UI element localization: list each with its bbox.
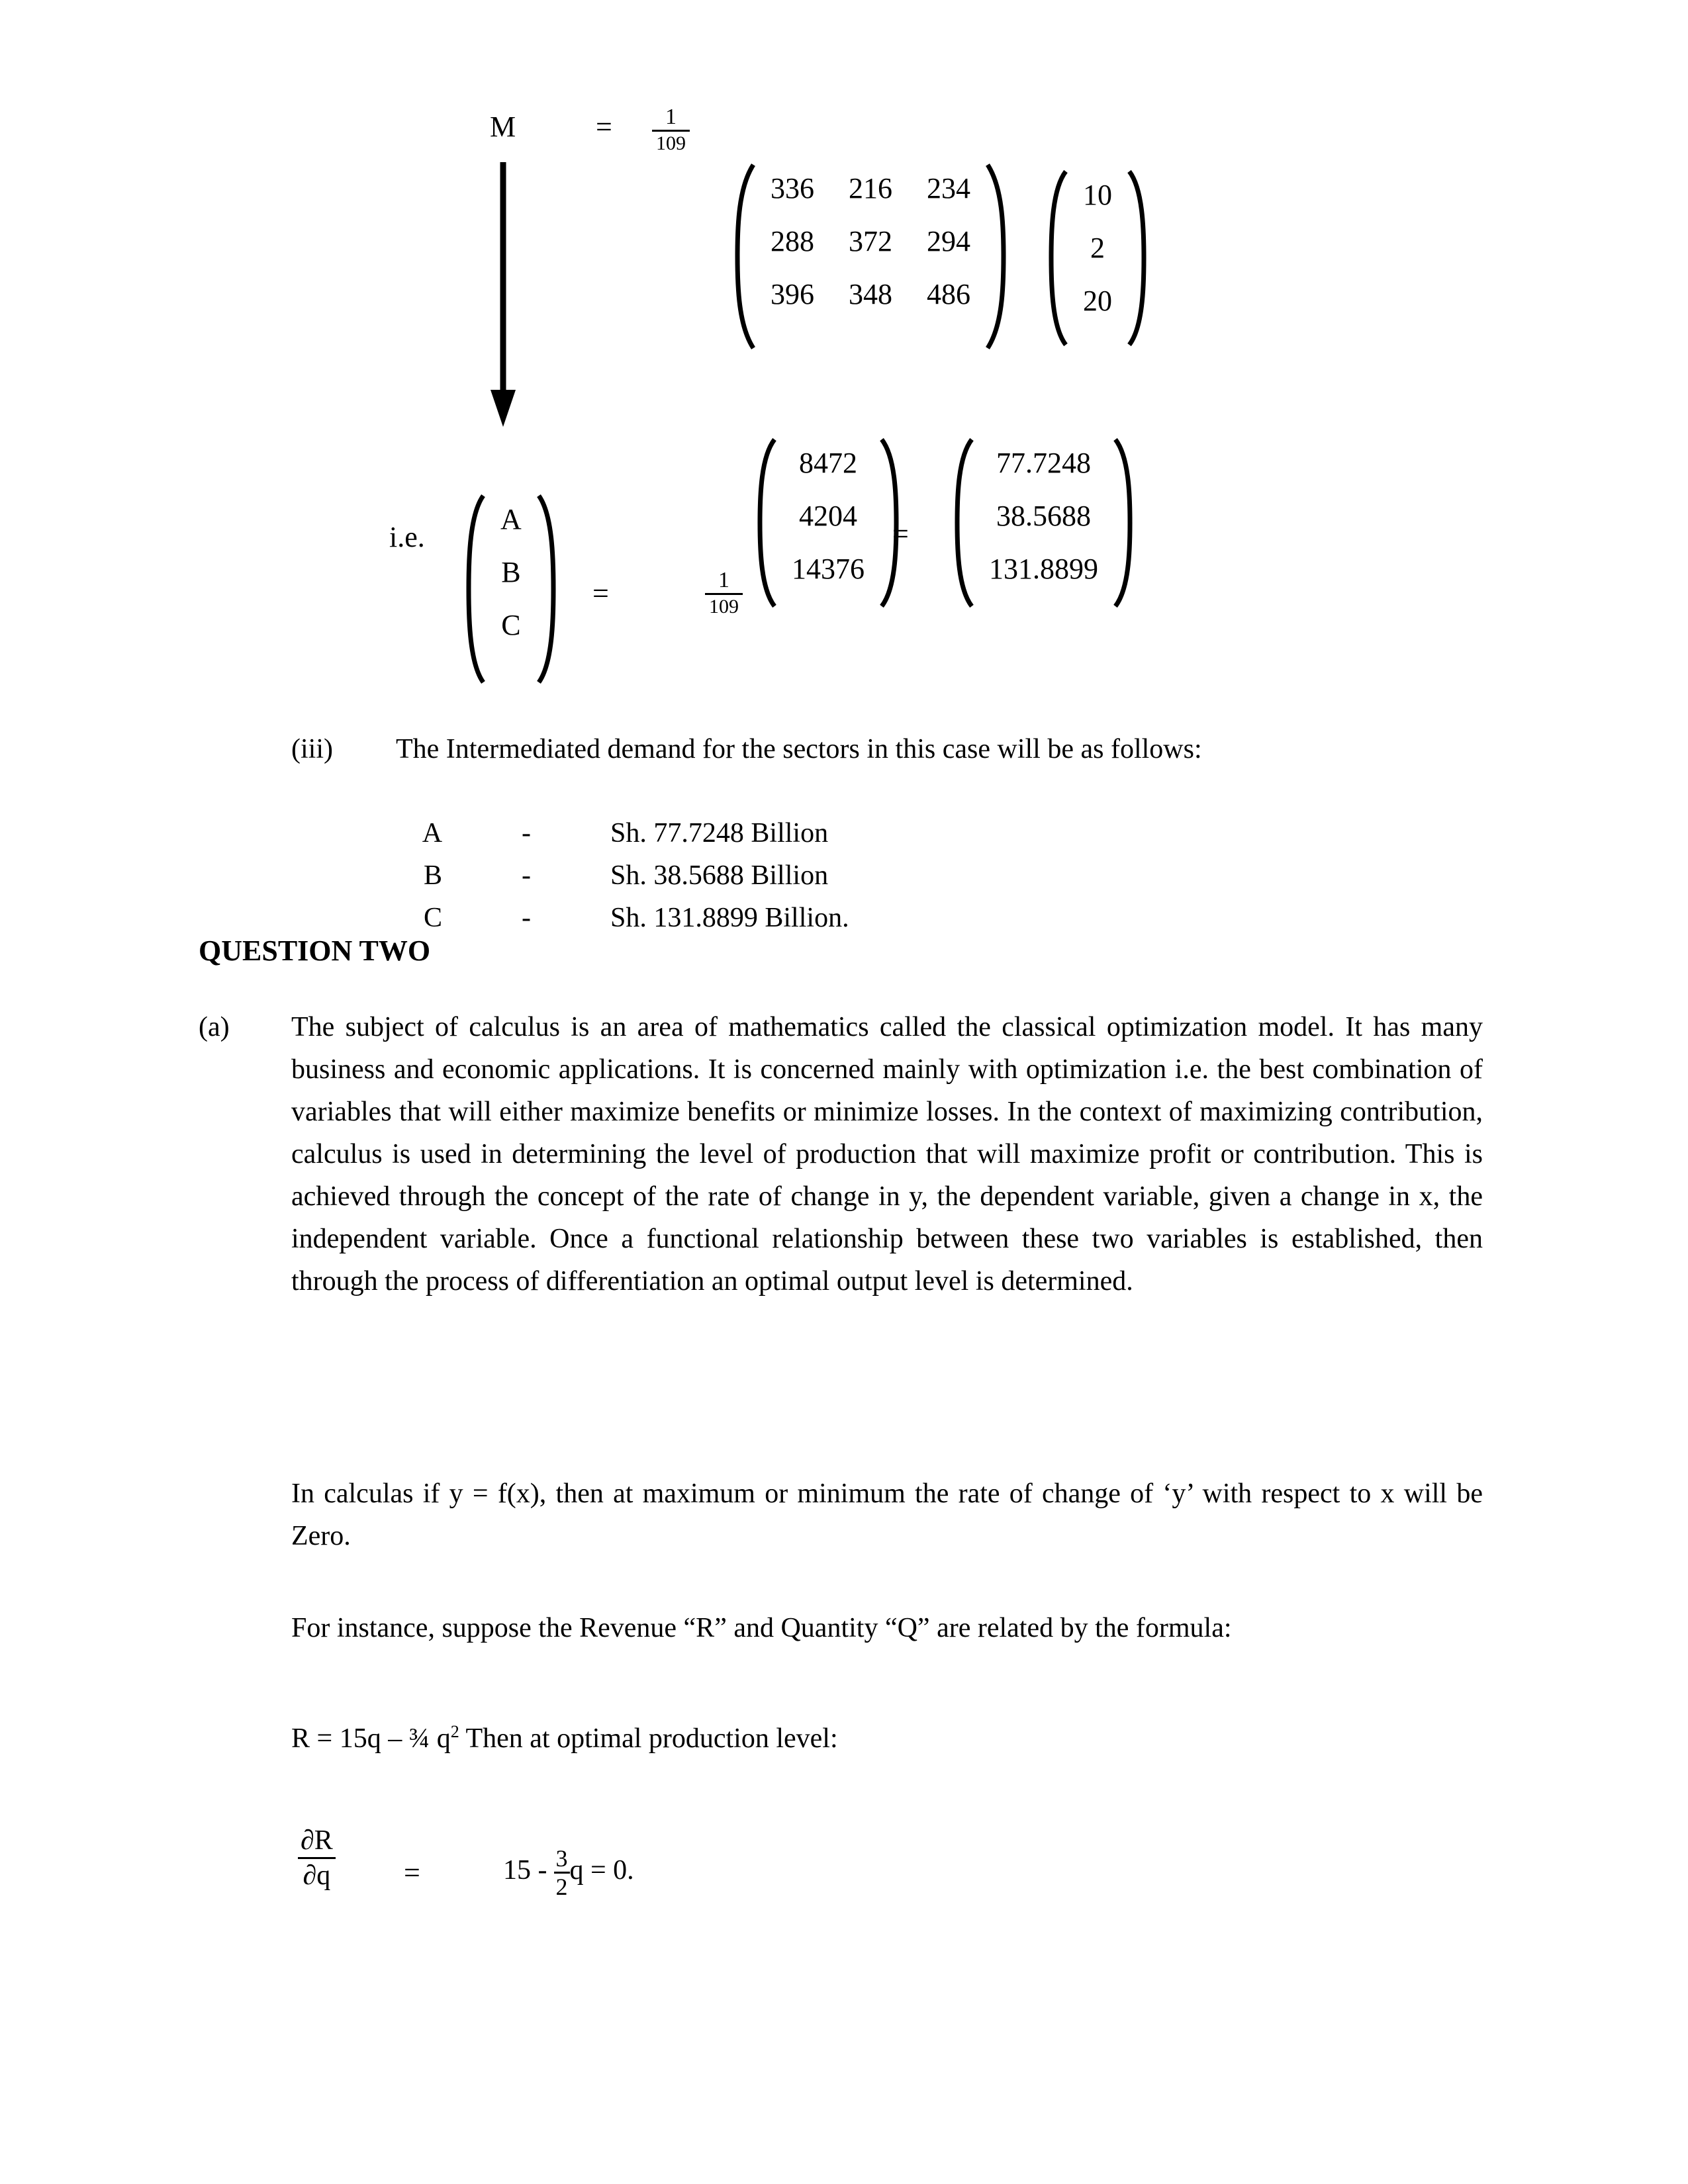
- matrix-cell: 348: [849, 278, 892, 310]
- vector-cell: C: [501, 609, 521, 641]
- coefficient-one-over-109: [652, 106, 690, 154]
- sector-row-c: [396, 854, 849, 981]
- matrix-3x3: [733, 162, 1008, 351]
- matrix-row: [753, 215, 988, 268]
- sector-letter: C: [424, 903, 443, 933]
- question-two-paragraph-1: The subject of calculus is an area of mathematics called the classical optimization model. It has many business and economic applications. It is concerned mainly with optimization i.e. the best combination of variables that will either maximize benefits or minimize losses. In the context of maximizing contribution, calculus is used in determining the level of production that will maximize profit or contribution. This is achieved through the concept of the rate of change in y, the dependent variable, given a change in x, the independent variable. Once a functional relationship between these two variables is established, then through the process of differentiation an optimal output level is determined.: [291, 1012, 1483, 1297]
- vector-row: [972, 437, 1115, 490]
- vector-abc: [463, 493, 559, 685]
- derivative-rhs-lead: 15 -: [503, 1855, 547, 1886]
- vector-cell: 8472: [799, 447, 857, 479]
- matrix-left-paren: [733, 162, 756, 351]
- ie-label: i.e.: [389, 521, 425, 553]
- sector-dash: -: [522, 860, 532, 891]
- vector-left-paren: [1046, 169, 1068, 347]
- vector-row: [774, 490, 882, 543]
- sector-value: Sh. 77.7248 Billion: [610, 818, 829, 848]
- matrix-cell: 372: [849, 225, 892, 257]
- sector-dash: -: [522, 818, 532, 848]
- vector-results-table: [972, 437, 1115, 596]
- vector-abc-table: [483, 493, 539, 652]
- vector-cell: 38.5688: [996, 500, 1091, 532]
- vector-row: [1066, 169, 1129, 222]
- vector-cell: 2: [1090, 232, 1105, 264]
- derivative-rhs-tail: q = 0.: [569, 1855, 634, 1886]
- vector-results-right-paren: [1113, 437, 1135, 609]
- derivative-numerator: ∂R: [301, 1825, 333, 1856]
- down-arrow-icon: [490, 162, 516, 427]
- vector-abc-right-paren: [536, 493, 559, 685]
- vector-final-demand: [1046, 169, 1149, 347]
- vector-abc-left-paren: [463, 493, 486, 685]
- sector-letter: A: [422, 818, 443, 848]
- matrix-cell: 294: [927, 225, 970, 257]
- equation-products-equals: =: [892, 518, 909, 550]
- vector-row: [483, 546, 539, 599]
- equation-m-equals: =: [596, 111, 612, 143]
- question-two-paragraph-3: For instance, suppose the Revenue “R” and Quantity “Q” are related by the formula:: [291, 1613, 1232, 1643]
- list-marker-a: (a): [199, 1012, 230, 1042]
- sector-dash: -: [522, 903, 532, 933]
- vector-row: [483, 493, 539, 546]
- vector-row: [1066, 222, 1129, 275]
- matrix-cell: 234: [927, 172, 970, 205]
- matrix-cell: 336: [771, 172, 814, 205]
- matrix-row: [753, 268, 988, 321]
- vector-row: [774, 543, 882, 596]
- matrix-cell: 486: [927, 278, 970, 310]
- vector-final-demand-table: [1066, 169, 1129, 328]
- vector-row: [774, 437, 882, 490]
- intermediated-demand-intro: The Intermediated demand for the sectors in this case will be as follows:: [396, 734, 1202, 764]
- vector-products-left-paren: [755, 437, 777, 609]
- vector-cell: 4204: [799, 500, 857, 532]
- derivative-rhs-frac-numerator: 3: [555, 1845, 568, 1872]
- vector-row: [972, 490, 1115, 543]
- vector-cell: A: [500, 503, 522, 535]
- matrix-3x3-table: [753, 162, 988, 321]
- revenue-formula-suffix: Then at optimal production level:: [459, 1723, 838, 1754]
- matrix-row: [753, 162, 988, 215]
- coefficient-denominator: 109: [656, 132, 686, 154]
- coefficient-numerator: 1: [665, 105, 677, 129]
- matrix-right-paren: [985, 162, 1008, 351]
- vector-results-left-paren: [952, 437, 974, 609]
- derivative-denominator: ∂q: [303, 1860, 331, 1891]
- derivative-rhs-frac-denominator: 2: [555, 1874, 568, 1900]
- coefficient2-denominator: 109: [709, 596, 739, 617]
- vector-row: [1066, 275, 1129, 328]
- revenue-formula-line: [291, 1717, 1483, 1760]
- derivative-fraction: [298, 1827, 336, 1889]
- revenue-formula-exponent: 2: [450, 1722, 459, 1741]
- sector-letter: B: [424, 860, 443, 891]
- vector-products: [755, 437, 902, 609]
- sector-value: Sh. 38.5688 Billion: [610, 860, 829, 891]
- vector-row: [483, 599, 539, 652]
- coefficient2-numerator: 1: [718, 568, 729, 592]
- vector-results: [952, 437, 1135, 609]
- vector-cell: B: [501, 556, 521, 588]
- equation-m: [490, 113, 516, 142]
- matrix-cell: 396: [771, 278, 814, 310]
- vector-cell: 20: [1083, 285, 1112, 317]
- coefficient2-one-over-109: [705, 569, 743, 617]
- matrix-label-m: M: [490, 111, 516, 143]
- derivative-equals: =: [404, 1856, 420, 1889]
- vector-cell: 10: [1083, 179, 1112, 211]
- question-two-heading: QUESTION TWO: [199, 934, 431, 967]
- sector-value: Sh. 131.8899 Billion.: [610, 903, 849, 933]
- equation-abc-equals: =: [592, 577, 609, 610]
- vector-right-paren: [1127, 169, 1149, 347]
- vector-cell: 14376: [792, 553, 865, 585]
- vector-products-table: [774, 437, 882, 596]
- vector-cell: 77.7248: [996, 447, 1091, 479]
- list-marker-iii: (iii): [291, 734, 333, 764]
- matrix-cell: 216: [849, 172, 892, 205]
- matrix-cell: 288: [771, 225, 814, 257]
- derivative-rhs: [503, 1846, 634, 1899]
- vector-cell: 131.8899: [989, 553, 1098, 585]
- revenue-formula-prefix: R = 15q – ¾ q: [291, 1723, 451, 1754]
- vector-row: [972, 543, 1115, 596]
- question-two-paragraph-2: In calculas if y = f(x), then at maximum or minimum the rate of change of ‘y’ with respect to x will be Zero.: [291, 1479, 1483, 1551]
